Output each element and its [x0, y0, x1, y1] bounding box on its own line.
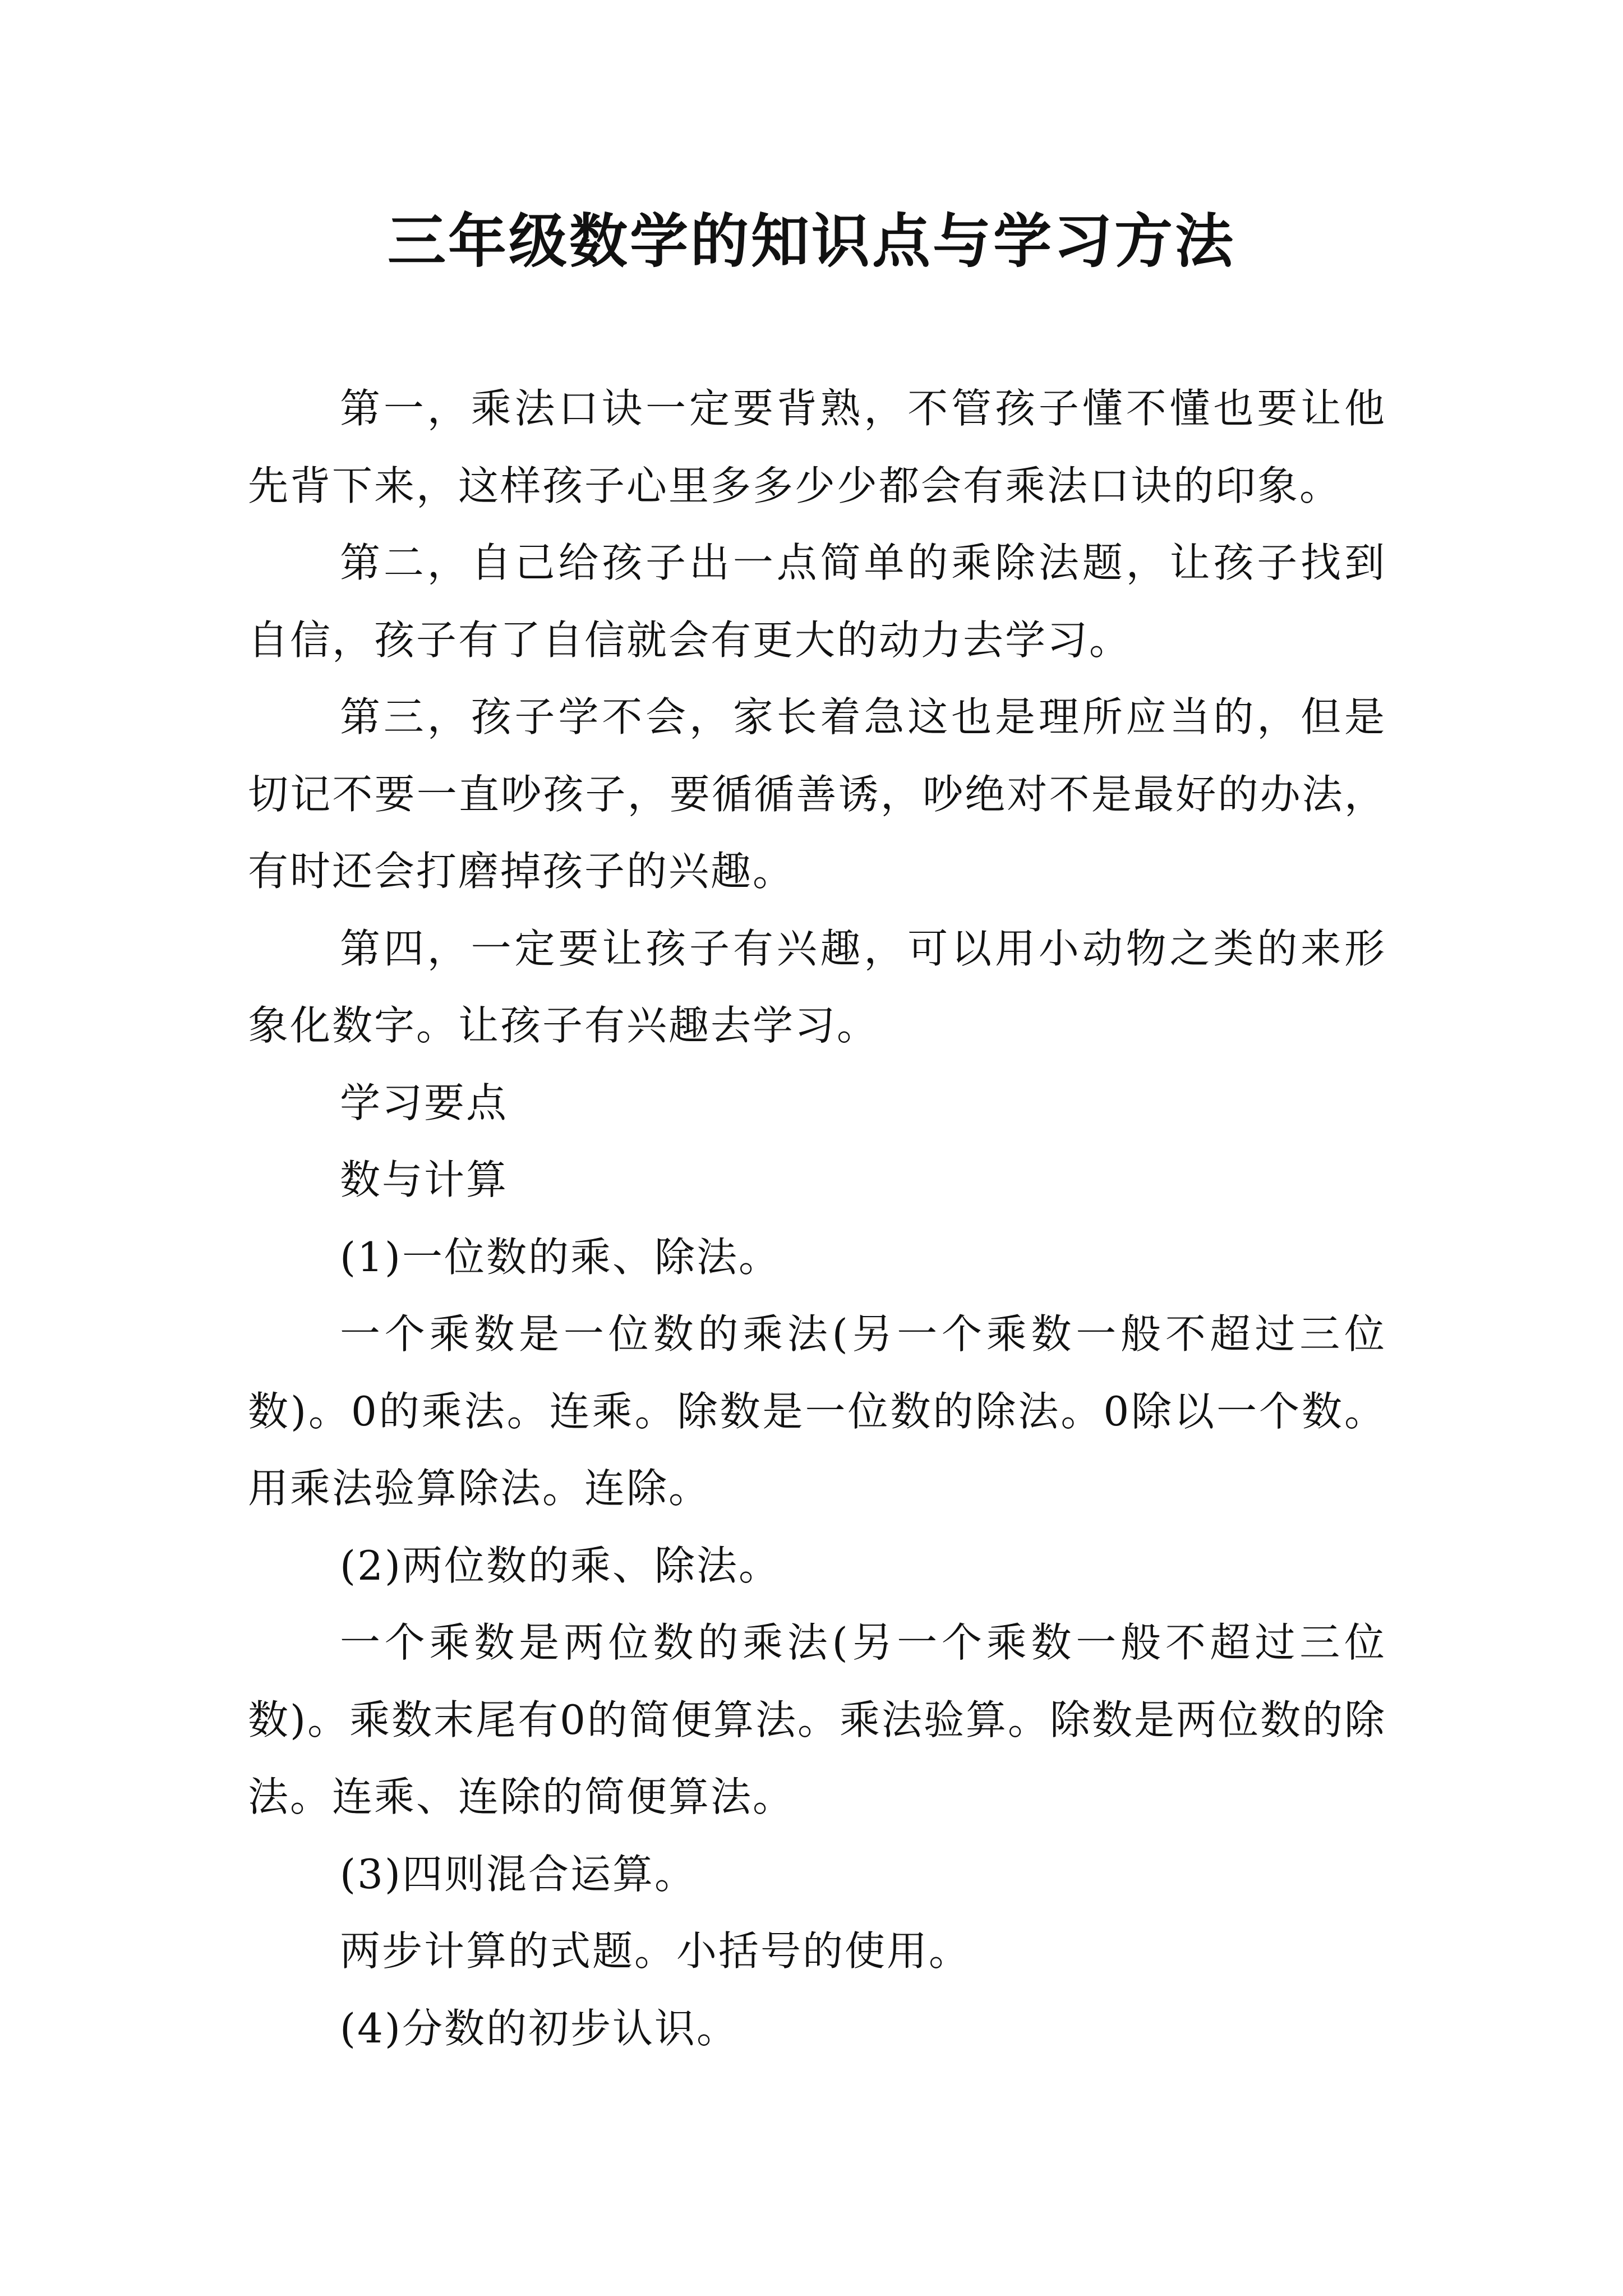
- item-2-heading: (2)两位数的乘、除法。: [340, 1542, 781, 1589]
- item-1-detail: 一个乘数是一位数的乘法(另一个乘数一般不超过三位数)。0的乘法。连乘。除数是一位数的除法。0除以一个数。用乘法验算除法。连除。: [248, 1310, 1386, 1512]
- paragraph-4: 第四，一定要让孩子有兴趣，可以用小动物之类的来形象化数字。让孩子有兴趣去学习。: [248, 924, 1386, 1049]
- paragraph-3: 第三，孩子学不会，家长着急这也是理所应当的，但是切记不要一直吵孩子，要循循善诱，吵绝对不是最好的办法，有时还会打磨掉孩子的兴趣。: [248, 693, 1386, 895]
- document-body: [248, 370, 1386, 2067]
- item-3-heading: (3)四则混合运算。: [340, 1850, 697, 1898]
- paragraph-1: 第一，乘法口诀一定要背熟，不管孩子懂不懂也要让他先背下来，这样孩子心里多多少少都会有乘法口诀的印象。: [248, 385, 1386, 509]
- paragraph-2: 第二，自己给孩子出一点简单的乘除法题，让孩子找到自信，孩子有了自信就会有更大的动力去学习。: [248, 539, 1386, 664]
- item-3-detail: 两步计算的式题。小括号的使用。: [340, 1927, 971, 1975]
- section-heading-study-points: 学习要点: [340, 1079, 509, 1126]
- subheading-number-and-calculation: 数与计算: [340, 1156, 509, 1203]
- item-2-detail: 一个乘数是两位数的乘法(另一个乘数一般不超过三位数)。乘数末尾有0的简便算法。乘法验算。除数是两位数的除法。连乘、连除的简便算法。: [248, 1619, 1386, 1820]
- document-title: 三年级数学的知识点与学习方法: [387, 206, 1235, 275]
- item-1-heading: (1)一位数的乘、除法。: [340, 1233, 781, 1281]
- item-4-heading: (4)分数的初步认识。: [340, 2004, 739, 2052]
